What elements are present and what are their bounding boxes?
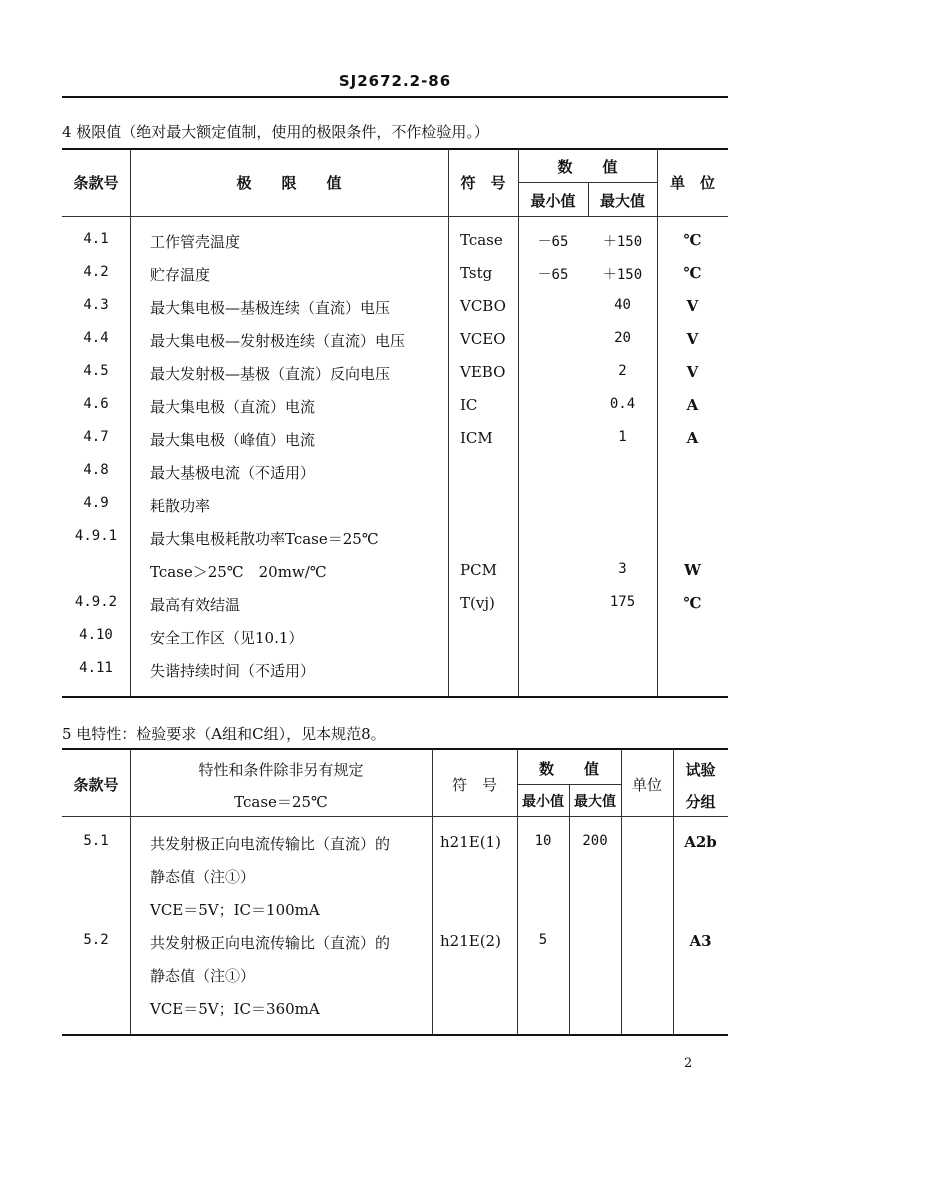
- row-symbol: h21E(2): [440, 932, 501, 950]
- document-code: SJ2672.2-86: [338, 72, 452, 90]
- col-header-max: 最大值: [599, 192, 645, 210]
- row-name: 耗散功率: [150, 497, 211, 515]
- header-bottom-rule: [62, 816, 728, 817]
- col-divider: [569, 785, 570, 1034]
- table-top-rule: [62, 148, 728, 150]
- row-clause: 4.4: [83, 330, 109, 346]
- col-header-values: 数 值: [557, 158, 618, 176]
- row-clause: 4.9: [83, 495, 109, 511]
- row-unit: ℃: [683, 231, 702, 249]
- col-divider: [130, 149, 131, 696]
- row-clause: 4.11: [79, 660, 113, 676]
- row-name: 安全工作区（见10.1）: [150, 629, 304, 647]
- col-header-group-line2: 分组: [685, 793, 716, 811]
- row-symbol: VCEO: [460, 330, 506, 348]
- row-characteristic: 共发射极正向电流传输比（直流）的: [150, 835, 391, 853]
- row-name: 最大集电极（峰值）电流: [150, 431, 316, 449]
- col-header-symbol: 符 号: [451, 776, 497, 794]
- row-unit: V: [686, 363, 699, 381]
- row-min: －65: [537, 267, 569, 283]
- row-clause: 4.7: [83, 429, 109, 445]
- row-name: 最大基极电流（不适用）: [150, 464, 316, 482]
- row-name: 最大集电极—发射极连续（直流）电压: [150, 332, 406, 350]
- row-clause: 4.6: [83, 396, 109, 412]
- table-bottom-rule: [62, 1034, 728, 1036]
- row-condition: VCE＝5V；IC＝360mA: [150, 1000, 320, 1018]
- col-header-min: 最小值: [522, 794, 564, 810]
- header-bottom-rule: [62, 216, 728, 217]
- row-symbol: h21E(1): [440, 833, 501, 851]
- header-rule: [62, 96, 728, 98]
- row-clause: 4.3: [83, 297, 109, 313]
- row-name: 最大集电极（直流）电流: [150, 398, 316, 416]
- row-max: ＋150: [602, 234, 643, 250]
- row-unit: V: [686, 330, 699, 348]
- row-clause: 4.10: [79, 627, 113, 643]
- table-bottom-rule: [62, 696, 728, 698]
- row-symbol: VCBO: [460, 297, 506, 315]
- row-clause: 4.5: [83, 363, 109, 379]
- row-min: 5: [538, 932, 548, 948]
- row-max: 175: [609, 594, 636, 610]
- row-name: 工作管壳温度: [150, 233, 241, 251]
- table-top-rule: [62, 748, 728, 750]
- row-symbol: T(vj): [460, 594, 495, 612]
- col-header-min: 最小值: [530, 192, 576, 210]
- section5-title: 5 电特性：检验要求（A组和C组），见本规范8。: [62, 725, 386, 743]
- row-characteristic: 静态值（注①）: [150, 868, 256, 886]
- row-max: 2: [618, 363, 627, 379]
- row-clause: 4.9.2: [74, 594, 118, 610]
- row-condition: VCE＝5V；IC＝100mA: [150, 901, 320, 919]
- col-divider: [448, 149, 449, 696]
- row-unit: ℃: [683, 264, 702, 282]
- row-min: －65: [537, 234, 569, 250]
- col-header-clause: 条款号: [73, 776, 119, 794]
- row-max: ＋150: [602, 267, 643, 283]
- row-characteristic: 共发射极正向电流传输比（直流）的: [150, 934, 391, 952]
- row-max: 20: [614, 330, 631, 346]
- row-characteristic: 静态值（注①）: [150, 967, 256, 985]
- row-max: 0.4: [609, 396, 636, 412]
- col-header-max: 最大值: [574, 794, 616, 810]
- row-symbol: Tstg: [460, 264, 493, 282]
- row-symbol: VEBO: [460, 363, 506, 381]
- row-group: A3: [689, 932, 712, 950]
- col-header-group: 试验: [685, 761, 716, 779]
- row-min: 10: [534, 833, 552, 849]
- row-symbol: IC: [460, 396, 478, 414]
- col-header-unit: 单 位: [669, 174, 715, 192]
- row-name: 最大发射极—基极（直流）反向电压: [150, 365, 391, 383]
- row-group: A2b: [684, 833, 717, 851]
- row-max: 40: [614, 297, 631, 313]
- row-clause: 4.2: [83, 264, 109, 280]
- row-max: 200: [582, 833, 608, 849]
- row-unit: W: [684, 561, 701, 579]
- row-unit: A: [686, 396, 699, 414]
- row-name: Tcase＞25℃ 20mw/℃: [150, 563, 327, 581]
- row-unit: A: [686, 429, 699, 447]
- row-clause: 5.1: [83, 833, 109, 849]
- page-number: 2: [684, 1056, 693, 1071]
- row-clause: 4.9.1: [74, 528, 118, 544]
- row-clause: 5.2: [83, 932, 109, 948]
- row-symbol: Tcase: [460, 231, 503, 249]
- row-clause: 4.8: [83, 462, 109, 478]
- col-header-condition: Tcase＝25℃: [234, 793, 328, 811]
- row-max: 1: [618, 429, 627, 445]
- row-unit: ℃: [683, 594, 702, 612]
- row-name: 最大集电极—基极连续（直流）电压: [150, 299, 391, 317]
- row-unit: V: [686, 297, 699, 315]
- row-name: 贮存温度: [150, 266, 211, 284]
- col-header-characteristic: 特性和条件除非另有规定: [198, 761, 364, 779]
- section4-title: 4 极限值（绝对最大额定值制，使用的极限条件，不作检验用。）: [62, 123, 489, 141]
- row-name: 最高有效结温: [150, 596, 241, 614]
- row-symbol: ICM: [460, 429, 493, 447]
- row-clause: 4.1: [83, 231, 109, 247]
- col-header-values: 数 值: [538, 760, 599, 778]
- row-name: 最大集电极耗散功率Tcase＝25℃: [150, 530, 379, 548]
- row-name: 失谐持续时间（不适用）: [150, 662, 316, 680]
- col-header-name: 极 限 值: [236, 174, 342, 192]
- col-header-clause: 条款号: [73, 174, 119, 192]
- col-header-unit: 单位: [631, 776, 662, 794]
- col-header-symbol: 符 号: [460, 174, 506, 192]
- row-symbol: PCM: [460, 561, 497, 579]
- row-max: 3: [618, 561, 627, 577]
